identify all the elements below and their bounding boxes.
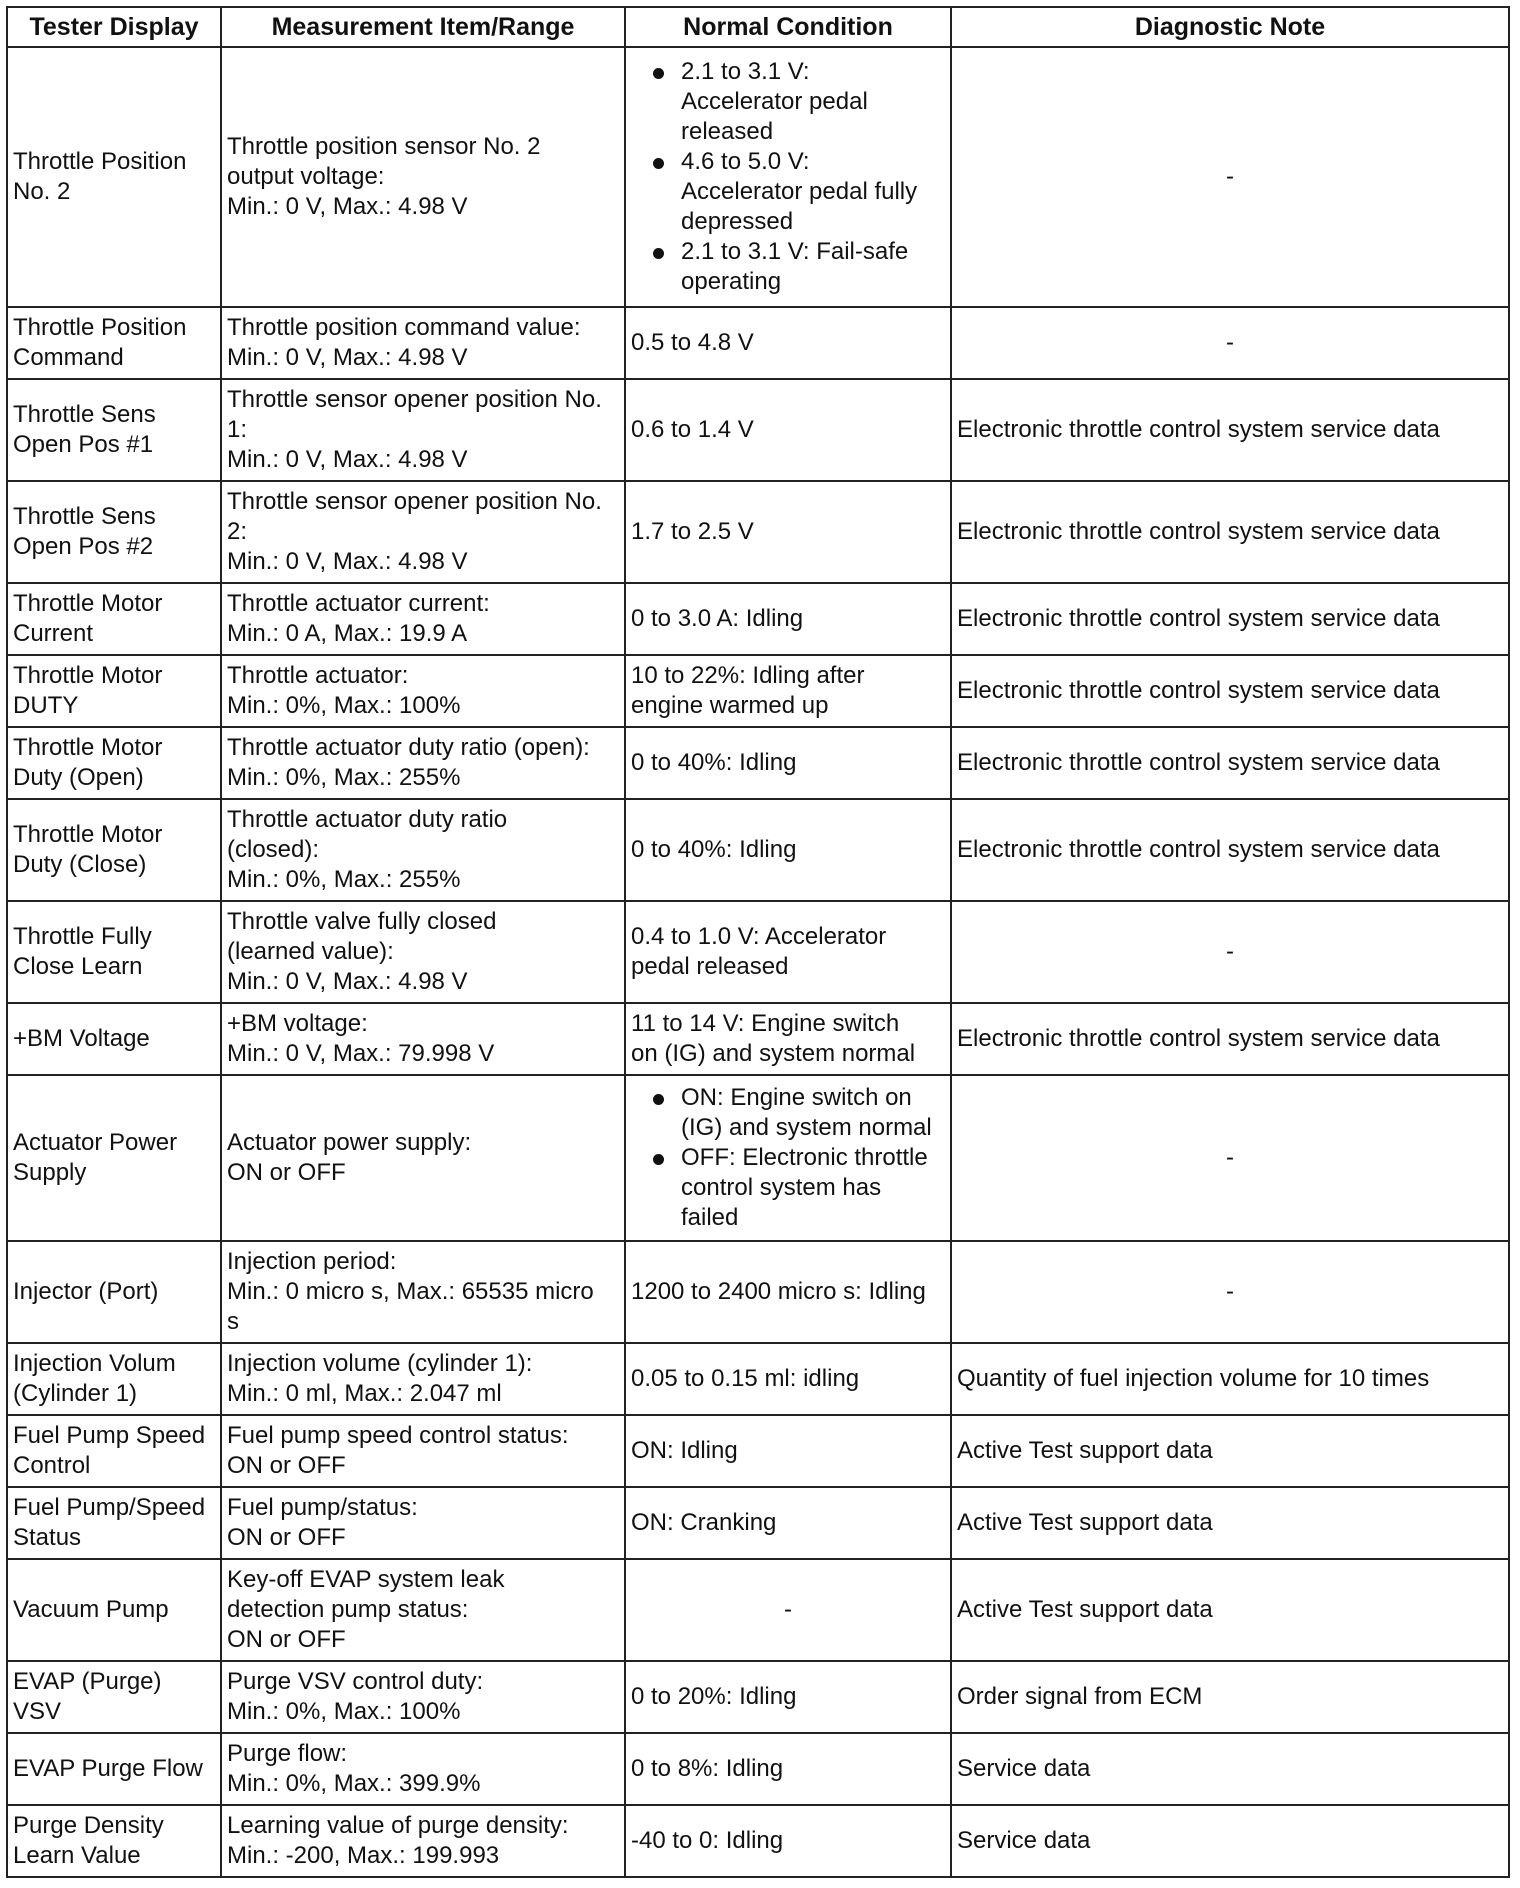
cell-measurement-item	[221, 47, 625, 307]
cell-diagnostic-note: Electronic throttle control system service data	[951, 655, 1509, 727]
measurement-item-line: Fuel pump/status:	[227, 1494, 418, 1521]
measurement-item-line: Min.: 0 V, Max.: 4.98 V	[227, 548, 468, 575]
measurement-item-line: Min.: -200, Max.: 199.993	[227, 1842, 500, 1869]
cell-normal-condition	[625, 1487, 951, 1559]
measurement-item-line: +BM voltage:	[227, 1010, 368, 1037]
condition-line: Accelerator pedal fully	[681, 178, 918, 205]
cell-normal-condition	[625, 481, 951, 583]
measurement-item-line: Min.: 0 micro s, Max.: 65535 micro	[227, 1278, 594, 1305]
measurement-item-line: detection pump status:	[227, 1596, 469, 1623]
condition-bullet-list	[631, 57, 945, 297]
condition-line: 0 to 40%: Idling	[631, 749, 797, 776]
cell-measurement-item	[221, 799, 625, 901]
cell-diagnostic-note: Electronic throttle control system service data	[951, 583, 1509, 655]
table-body	[7, 47, 1509, 1877]
cell-measurement-item	[221, 727, 625, 799]
cell-tester-display	[7, 1805, 221, 1877]
measurement-item-line: Throttle sensor opener position No.	[227, 386, 602, 413]
cell-normal-condition	[625, 1661, 951, 1733]
cell-diagnostic-note: Electronic throttle control system service data	[951, 727, 1509, 799]
cell-tester-display	[7, 1559, 221, 1661]
condition-line: 0 to 8%: Idling	[631, 1755, 784, 1782]
cell-tester-display	[7, 1343, 221, 1415]
condition-line: 0 to 40%: Idling	[631, 836, 797, 863]
cell-measurement-item	[221, 901, 625, 1003]
cell-tester-display	[7, 1733, 221, 1805]
cell-tester-display	[7, 47, 221, 307]
condition-line: 2.1 to 3.1 V: Fail-safe	[681, 238, 909, 265]
table-row	[7, 1805, 1509, 1877]
cell-diagnostic-note: Electronic throttle control system service data	[951, 379, 1509, 481]
tester-display-line: Throttle Motor	[13, 662, 163, 689]
condition-line: -	[784, 1596, 792, 1623]
cell-diagnostic-note: Active Test support data	[951, 1559, 1509, 1661]
condition-bullet-item	[651, 237, 945, 297]
measurement-item-line: (learned value):	[227, 938, 394, 965]
condition-line: 2.1 to 3.1 V:	[681, 58, 810, 85]
measurement-item-line: Injection period:	[227, 1248, 397, 1275]
measurement-item-line: Throttle position command value:	[227, 314, 581, 341]
cell-normal-condition	[625, 1805, 951, 1877]
condition-line: ON: Idling	[631, 1437, 738, 1464]
cell-diagnostic-note: Order signal from ECM	[951, 1661, 1509, 1733]
header-normal-condition: Normal Condition	[625, 7, 951, 47]
measurement-item-line: ON or OFF	[227, 1159, 346, 1186]
measurement-item-line: Injection volume (cylinder 1):	[227, 1350, 533, 1377]
cell-normal-condition	[625, 1559, 951, 1661]
measurement-item-line: Min.: 0 V, Max.: 4.98 V	[227, 193, 468, 220]
cell-diagnostic-note: -	[951, 47, 1509, 307]
cell-diagnostic-note: Service data	[951, 1733, 1509, 1805]
tester-display-line: DUTY	[13, 692, 79, 719]
tester-display-line: (Cylinder 1)	[13, 1380, 138, 1407]
table-row	[7, 1733, 1509, 1805]
measurement-item-line: 2:	[227, 518, 248, 545]
cell-normal-condition	[625, 307, 951, 379]
cell-diagnostic-note: -	[951, 901, 1509, 1003]
tester-display-line: Supply	[13, 1159, 87, 1186]
cell-diagnostic-note: Active Test support data	[951, 1415, 1509, 1487]
cell-diagnostic-note: -	[951, 1241, 1509, 1343]
table-row	[7, 1415, 1509, 1487]
cell-tester-display	[7, 655, 221, 727]
table-row	[7, 583, 1509, 655]
cell-normal-condition	[625, 583, 951, 655]
tester-display-line: Throttle Motor	[13, 734, 163, 761]
tester-display-line: Throttle Motor	[13, 590, 163, 617]
condition-line: ON: Cranking	[631, 1509, 777, 1536]
cell-diagnostic-note: Electronic throttle control system service data	[951, 1003, 1509, 1075]
measurement-item-line: Min.: 0 V, Max.: 4.98 V	[227, 968, 468, 995]
measurement-item-line: Min.: 0 A, Max.: 19.9 A	[227, 620, 468, 647]
measurement-item-line: (closed):	[227, 836, 320, 863]
measurement-item-line: Min.: 0%, Max.: 100%	[227, 692, 461, 719]
table-row	[7, 655, 1509, 727]
cell-measurement-item	[221, 1661, 625, 1733]
table-row	[7, 47, 1509, 307]
tester-display-line: Status	[13, 1524, 82, 1551]
tester-display-line: Injector (Port)	[13, 1278, 159, 1305]
measurement-item-line: Key-off EVAP system leak	[227, 1566, 505, 1593]
measurement-item-line: Throttle actuator duty ratio	[227, 806, 508, 833]
condition-line: 0.6 to 1.4 V	[631, 416, 754, 443]
cell-normal-condition	[625, 1241, 951, 1343]
table-row	[7, 727, 1509, 799]
cell-normal-condition	[625, 1003, 951, 1075]
condition-line: ON: Engine switch on	[681, 1084, 912, 1111]
measurement-item-line: s	[227, 1308, 239, 1335]
condition-line: 1200 to 2400 micro s: Idling	[631, 1278, 926, 1305]
table-row	[7, 799, 1509, 901]
tester-display-line: Learn Value	[13, 1842, 141, 1869]
table-row	[7, 379, 1509, 481]
cell-measurement-item	[221, 307, 625, 379]
condition-line: 0.4 to 1.0 V: Accelerator	[631, 923, 887, 950]
tester-display-line: Throttle Position	[13, 148, 187, 175]
measurement-item-line: Min.: 0%, Max.: 100%	[227, 1698, 461, 1725]
condition-line: 0 to 20%: Idling	[631, 1683, 797, 1710]
cell-diagnostic-note: Active Test support data	[951, 1487, 1509, 1559]
cell-normal-condition	[625, 1343, 951, 1415]
header-diagnostic-note: Diagnostic Note	[951, 7, 1509, 47]
condition-line: pedal released	[631, 953, 789, 980]
cell-measurement-item	[221, 1075, 625, 1241]
measurement-item-line: Min.: 0 V, Max.: 4.98 V	[227, 344, 468, 371]
condition-line: 1.7 to 2.5 V	[631, 518, 754, 545]
tester-display-line: Duty (Close)	[13, 851, 147, 878]
cell-tester-display	[7, 1661, 221, 1733]
condition-line: released	[681, 118, 774, 145]
measurement-item-line: Min.: 0%, Max.: 399.9%	[227, 1770, 481, 1797]
condition-line: -40 to 0: Idling	[631, 1827, 784, 1854]
condition-bullet-item	[651, 1143, 945, 1233]
cell-diagnostic-note: -	[951, 1075, 1509, 1241]
condition-bullet-item	[651, 1083, 945, 1143]
condition-line: failed	[681, 1204, 739, 1231]
condition-line: 0.5 to 4.8 V	[631, 329, 754, 356]
cell-tester-display	[7, 799, 221, 901]
cell-normal-condition	[625, 727, 951, 799]
header-tester-display: Tester Display	[7, 7, 221, 47]
tester-display-line: Throttle Fully	[13, 923, 152, 950]
tester-display-line: Open Pos #1	[13, 431, 154, 458]
condition-line: 11 to 14 V: Engine switch	[631, 1010, 900, 1037]
cell-measurement-item	[221, 379, 625, 481]
condition-line: 0 to 3.0 A: Idling	[631, 605, 804, 632]
cell-measurement-item	[221, 1241, 625, 1343]
table-row	[7, 481, 1509, 583]
cell-tester-display	[7, 1075, 221, 1241]
condition-line: 4.6 to 5.0 V:	[681, 148, 810, 175]
cell-measurement-item	[221, 1559, 625, 1661]
measurement-item-line: output voltage:	[227, 163, 385, 190]
measurement-item-line: Min.: 0%, Max.: 255%	[227, 764, 461, 791]
measurement-item-line: Min.: 0%, Max.: 255%	[227, 866, 461, 893]
table-row	[7, 1487, 1509, 1559]
measurement-item-line: Throttle actuator:	[227, 662, 409, 689]
tester-display-line: Current	[13, 620, 94, 647]
measurement-item-line: ON or OFF	[227, 1452, 346, 1479]
condition-line: 0.05 to 0.15 ml: idling	[631, 1365, 860, 1392]
tester-display-line: Actuator Power	[13, 1129, 178, 1156]
measurement-item-line: ON or OFF	[227, 1524, 346, 1551]
cell-measurement-item	[221, 1415, 625, 1487]
measurement-item-line: Purge flow:	[227, 1740, 348, 1767]
cell-tester-display	[7, 481, 221, 583]
tester-data-table	[6, 6, 1510, 1878]
cell-tester-display	[7, 1415, 221, 1487]
tester-display-line: Throttle Position	[13, 314, 187, 341]
cell-tester-display	[7, 901, 221, 1003]
cell-measurement-item	[221, 1003, 625, 1075]
measurement-item-line: Throttle actuator current:	[227, 590, 490, 617]
cell-measurement-item	[221, 655, 625, 727]
measurement-item-line: Purge VSV control duty:	[227, 1668, 484, 1695]
cell-tester-display	[7, 1487, 221, 1559]
cell-tester-display	[7, 307, 221, 379]
tester-display-line: +BM Voltage	[13, 1025, 150, 1052]
measurement-item-line: 1:	[227, 416, 248, 443]
cell-measurement-item	[221, 1733, 625, 1805]
table-row	[7, 307, 1509, 379]
cell-normal-condition	[625, 379, 951, 481]
tester-display-line: Command	[13, 344, 124, 371]
tester-display-line: Control	[13, 1452, 91, 1479]
table-row	[7, 1343, 1509, 1415]
table-row	[7, 1241, 1509, 1343]
measurement-item-line: Throttle sensor opener position No.	[227, 488, 602, 515]
condition-line: 10 to 22%: Idling after	[631, 662, 865, 689]
measurement-item-line: Min.: 0 V, Max.: 4.98 V	[227, 446, 468, 473]
measurement-item-line: Throttle actuator duty ratio (open):	[227, 734, 590, 761]
tester-display-line: Purge Density	[13, 1812, 164, 1839]
measurement-item-line: Throttle position sensor No. 2	[227, 133, 541, 160]
cell-diagnostic-note: Quantity of fuel injection volume for 10 times	[951, 1343, 1509, 1415]
condition-line: Accelerator pedal	[681, 88, 868, 115]
condition-line: on (IG) and system normal	[631, 1040, 916, 1067]
cell-normal-condition	[625, 1733, 951, 1805]
cell-diagnostic-note: Service data	[951, 1805, 1509, 1877]
table-row	[7, 1661, 1509, 1733]
condition-line: operating	[681, 268, 782, 295]
tester-display-line: Throttle Sens	[13, 503, 156, 530]
condition-bullet-list	[631, 1083, 945, 1233]
cell-measurement-item	[221, 583, 625, 655]
tester-display-line: Close Learn	[13, 953, 143, 980]
condition-line: engine warmed up	[631, 692, 829, 719]
measurement-item-line: Min.: 0 V, Max.: 79.998 V	[227, 1040, 495, 1067]
header-measurement-item: Measurement Item/Range	[221, 7, 625, 47]
cell-tester-display	[7, 583, 221, 655]
measurement-item-line: Min.: 0 ml, Max.: 2.047 ml	[227, 1380, 502, 1407]
cell-diagnostic-note: Electronic throttle control system service data	[951, 481, 1509, 583]
cell-normal-condition	[625, 655, 951, 727]
cell-tester-display	[7, 379, 221, 481]
tester-display-line: EVAP (Purge)	[13, 1668, 162, 1695]
tester-display-line: Injection Volum	[13, 1350, 176, 1377]
cell-normal-condition	[625, 1415, 951, 1487]
table-row	[7, 1559, 1509, 1661]
condition-bullet-item	[651, 57, 945, 147]
condition-bullet-item	[651, 147, 945, 237]
cell-normal-condition	[625, 47, 951, 307]
measurement-item-line: Actuator power supply:	[227, 1129, 472, 1156]
condition-line: depressed	[681, 208, 794, 235]
cell-measurement-item	[221, 481, 625, 583]
cell-measurement-item	[221, 1343, 625, 1415]
tester-display-line: Fuel Pump/Speed	[13, 1494, 206, 1521]
condition-line: OFF: Electronic throttle	[681, 1144, 928, 1171]
cell-tester-display	[7, 727, 221, 799]
tester-display-line: Throttle Motor	[13, 821, 163, 848]
measurement-item-line: Fuel pump speed control status:	[227, 1422, 569, 1449]
cell-diagnostic-note: Electronic throttle control system service data	[951, 799, 1509, 901]
table-row	[7, 1075, 1509, 1241]
tester-display-line: Duty (Open)	[13, 764, 144, 791]
cell-normal-condition	[625, 799, 951, 901]
tester-display-line: VSV	[13, 1698, 62, 1725]
tester-display-line: Open Pos #2	[13, 533, 154, 560]
measurement-item-line: ON or OFF	[227, 1626, 346, 1653]
cell-measurement-item	[221, 1805, 625, 1877]
measurement-item-line: Learning value of purge density:	[227, 1812, 569, 1839]
condition-line: (IG) and system normal	[681, 1114, 932, 1141]
tester-display-line: Throttle Sens	[13, 401, 156, 428]
tester-display-line: Vacuum Pump	[13, 1596, 169, 1623]
cell-tester-display	[7, 1241, 221, 1343]
header-row	[7, 7, 1509, 47]
table-row	[7, 1003, 1509, 1075]
cell-measurement-item	[221, 1487, 625, 1559]
condition-line: control system has	[681, 1174, 882, 1201]
cell-diagnostic-note: -	[951, 307, 1509, 379]
cell-normal-condition	[625, 1075, 951, 1241]
tester-display-line: EVAP Purge Flow	[13, 1755, 203, 1782]
measurement-item-line: Throttle valve fully closed	[227, 908, 497, 935]
tester-display-line: No. 2	[13, 178, 71, 205]
cell-tester-display	[7, 1003, 221, 1075]
tester-display-line: Fuel Pump Speed	[13, 1422, 206, 1449]
cell-normal-condition	[625, 901, 951, 1003]
table-row	[7, 901, 1509, 1003]
